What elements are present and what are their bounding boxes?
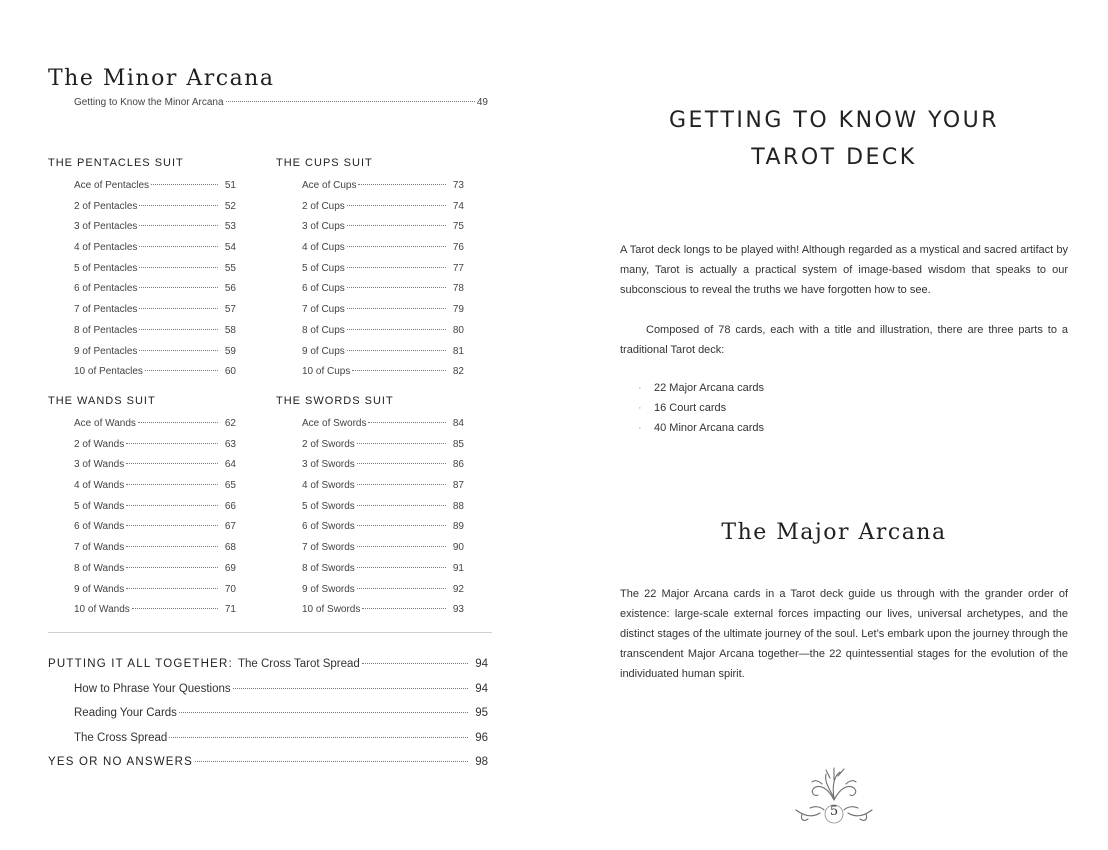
dot-leader	[226, 101, 475, 102]
toc-entry[interactable]	[74, 197, 236, 218]
toc-entry[interactable]	[302, 342, 464, 363]
major-arcana-paragraph: The 22 Major Arcana cards in a Tarot deck guide us through with the grander order of existence: large-scale external forces impacting our lives, universal archetypes, and the distinct stages of the ultimate journey of the soul. Let’s embark upon the journey through the transcendent Major Arcana together—the 22 quintessential stages for the evolution of the individuated human spirit.	[620, 588, 1068, 680]
toc-entry-label: 3 of Cups	[302, 221, 345, 233]
dot-leader	[126, 525, 218, 526]
toc-page-number: 73	[452, 180, 464, 191]
bullet-icon: ·	[638, 382, 642, 394]
toc-page-number: 80	[452, 324, 464, 336]
toc-entry-caps-label: PUTTING IT ALL TOGETHER:	[48, 658, 233, 670]
toc-entry[interactable]	[302, 197, 464, 218]
toc-entry-label: 7 of Pentacles	[74, 304, 138, 316]
dot-leader	[126, 567, 218, 568]
dot-leader	[139, 287, 218, 288]
toc-entry[interactable]	[74, 300, 236, 321]
toc-entry[interactable]	[302, 217, 464, 238]
toc-entry[interactable]	[302, 279, 464, 300]
toc-entry-label: Ace of Wands	[74, 418, 136, 429]
toc-entry[interactable]	[302, 600, 464, 621]
dot-leader	[145, 370, 218, 371]
dot-leader	[139, 225, 218, 226]
toc-page-number: 60	[224, 366, 236, 378]
toc-entry-label: The Cross Tarot Spread	[237, 658, 360, 670]
toc-page-number: 90	[452, 542, 464, 554]
toc-entry-label: 3 of Wands	[74, 459, 125, 471]
dot-leader	[347, 246, 446, 247]
intro-paragraph: A Tarot deck longs to be played with! Although regarded as a mystical and sacred artifact by many, Tarot is actually a practical system of image-based wisdom that speaks to our subconscious to reveal the truths we have forgotten how to see.	[620, 244, 1068, 296]
toc-entry[interactable]	[74, 259, 236, 280]
toc-page-number: 81	[452, 345, 464, 357]
suit-entries	[276, 176, 464, 383]
toc-entry-label: The Cross Spread	[74, 731, 168, 744]
toc-entry[interactable]	[74, 538, 236, 559]
toc-entry[interactable]	[74, 559, 236, 580]
major-arcana-heading: The Major Arcana	[721, 520, 947, 545]
dot-leader	[347, 350, 446, 351]
toc-entry[interactable]	[302, 497, 464, 518]
dot-leader	[139, 267, 218, 268]
dot-leader	[139, 308, 218, 309]
dot-leader	[233, 688, 468, 689]
dot-leader	[347, 287, 446, 288]
suit-heading: THE WANDS SUIT	[48, 395, 156, 407]
cups-suit-list	[276, 154, 464, 383]
toc-page-number: 74	[452, 200, 464, 212]
dot-leader	[132, 608, 218, 609]
toc-entry[interactable]	[302, 414, 464, 435]
dot-leader	[126, 443, 218, 444]
dot-leader	[357, 505, 446, 506]
dot-leader	[138, 422, 218, 423]
list-item-text: 22 Major Arcana cards	[654, 382, 765, 394]
toc-entry[interactable]	[74, 238, 236, 259]
suit-heading: THE SWORDS SUIT	[276, 395, 394, 407]
toc-entry[interactable]	[74, 517, 236, 538]
suit-heading: THE CUPS SUIT	[276, 157, 373, 169]
dot-leader	[139, 329, 218, 330]
toc-entry[interactable]	[302, 321, 464, 342]
chapter-title-line-2: TAROT DECK	[751, 145, 917, 170]
dot-leader	[347, 329, 446, 330]
toc-entry[interactable]	[74, 321, 236, 342]
dot-leader	[151, 184, 218, 185]
toc-page-number: 84	[452, 418, 464, 429]
list-item-text: 16 Court cards	[654, 402, 727, 414]
list-item	[638, 398, 764, 418]
dot-leader	[357, 525, 446, 526]
toc-page-number: 63	[224, 438, 236, 450]
toc-entry-cross-spread[interactable]	[48, 726, 488, 751]
toc-entry[interactable]	[74, 279, 236, 300]
toc-entry[interactable]	[74, 476, 236, 497]
pentacles-suit-list	[48, 154, 236, 383]
toc-entry-label: 8 of Pentacles	[74, 324, 138, 336]
dot-leader	[195, 761, 468, 762]
toc-entry[interactable]	[302, 476, 464, 497]
suit-heading: THE PENTACLES SUIT	[48, 157, 184, 169]
toc-entry[interactable]	[302, 176, 464, 197]
toc-entry-label: 3 of Swords	[302, 459, 355, 471]
chapter-title	[594, 102, 1074, 176]
toc-page-number: 64	[224, 459, 236, 471]
toc-entry[interactable]	[74, 176, 236, 197]
dot-leader	[357, 443, 446, 444]
dot-leader	[357, 546, 446, 547]
toc-page-number: 67	[224, 521, 236, 533]
toc-entry-caps-label: YES OR NO ANSWERS	[48, 756, 194, 768]
toc-page-number: 70	[224, 583, 236, 595]
toc-entry-label: 10 of Pentacles	[74, 366, 143, 378]
toc-entry[interactable]	[302, 580, 464, 601]
toc-entry-label: 7 of Cups	[302, 304, 345, 316]
toc-entry[interactable]	[74, 580, 236, 601]
toc-page-number: 82	[452, 366, 464, 378]
toc-entry[interactable]	[302, 435, 464, 456]
toc-page-number: 57	[224, 304, 236, 316]
toc-entry-label: 2 of Pentacles	[74, 200, 138, 212]
toc-entry-label: 5 of Wands	[74, 500, 125, 512]
toc-page-number: 71	[224, 604, 236, 616]
toc-page-number: 94	[475, 658, 488, 670]
toc-entry-label: Ace of Swords	[302, 418, 367, 429]
toc-page-number: 86	[452, 459, 464, 471]
toc-entry-label: 6 of Wands	[74, 521, 125, 533]
toc-entry-label: 2 of Cups	[302, 200, 345, 212]
dot-leader	[126, 546, 218, 547]
toc-page-number: 91	[452, 562, 464, 574]
toc-page-number: 53	[224, 221, 236, 233]
dot-leader	[352, 370, 446, 371]
toc-entry[interactable]	[74, 414, 236, 435]
toc-entry-yes-no[interactable]	[48, 750, 488, 775]
toc-page-number: 88	[452, 500, 464, 512]
dot-leader	[139, 246, 218, 247]
toc-page-number: 69	[224, 562, 236, 574]
toc-entry-label: 10 of Wands	[74, 604, 130, 616]
toc-page-number: 49	[476, 97, 488, 108]
toc-entry-phrase-questions[interactable]	[48, 677, 488, 702]
toc-entry-label: Getting to Know the Minor Arcana	[74, 97, 224, 108]
toc-page-number: 55	[224, 262, 236, 274]
page-number: 5	[829, 804, 839, 819]
toc-entry[interactable]	[74, 435, 236, 456]
toc-entry[interactable]	[302, 300, 464, 321]
toc-page-number: 87	[452, 480, 464, 492]
chapter-title-line-1: GETTING TO KNOW YOUR	[668, 108, 1000, 133]
toc-entry-label: 7 of Wands	[74, 542, 125, 554]
toc-entry-label: 5 of Swords	[302, 500, 355, 512]
toc-page-number: 62	[224, 418, 236, 429]
toc-entry[interactable]	[74, 217, 236, 238]
toc-page-number: 92	[452, 583, 464, 595]
toc-entry-label: 6 of Cups	[302, 283, 345, 295]
dot-leader	[126, 484, 218, 485]
dot-leader	[139, 205, 218, 206]
toc-page-number: 56	[224, 283, 236, 295]
toc-entry-label: 4 of Pentacles	[74, 242, 138, 254]
dot-leader	[357, 484, 446, 485]
dot-leader	[358, 184, 446, 185]
bullet-icon: ·	[638, 422, 642, 434]
toc-entry-putting-together[interactable]	[48, 652, 488, 677]
dot-leader	[357, 567, 446, 568]
toc-page-number: 66	[224, 500, 236, 512]
composition-paragraph: Composed of 78 cards, each with a title and illustration, there are three parts to a traditional Tarot deck:	[620, 324, 1068, 356]
toc-entry[interactable]	[302, 538, 464, 559]
toc-entry-label: 4 of Swords	[302, 480, 355, 492]
dot-leader	[357, 463, 446, 464]
toc-entry-label: 8 of Swords	[302, 562, 355, 574]
toc-entry[interactable]	[302, 238, 464, 259]
right-page	[554, 0, 1108, 850]
toc-entry-intro[interactable]	[74, 97, 488, 108]
swords-suit-list	[276, 392, 464, 621]
suit-entries	[276, 414, 464, 621]
bullet-icon: ·	[638, 402, 642, 414]
dot-leader	[126, 463, 218, 464]
toc-entry-label: 6 of Pentacles	[74, 283, 138, 295]
dot-leader	[347, 308, 446, 309]
toc-page-number: 52	[224, 200, 236, 212]
toc-entry[interactable]	[302, 362, 464, 383]
toc-entry-label: 6 of Swords	[302, 521, 355, 533]
toc-page-number: 85	[452, 438, 464, 450]
suit-entries	[48, 414, 236, 621]
toc-page-number: 51	[224, 180, 236, 191]
dot-leader	[362, 663, 468, 664]
flourish-ornament-icon	[784, 766, 884, 830]
toc-entry[interactable]	[302, 559, 464, 580]
toc-entry-label: Ace of Pentacles	[74, 180, 150, 191]
toc-entry[interactable]	[74, 497, 236, 518]
dot-leader	[368, 422, 446, 423]
toc-page-number: 65	[224, 480, 236, 492]
list-item	[638, 378, 764, 398]
toc-page-number: 98	[475, 756, 488, 768]
toc-page-number: 93	[452, 604, 464, 616]
list-item	[638, 418, 764, 438]
toc-entry-reading-cards[interactable]	[48, 701, 488, 726]
toc-entry-label: 9 of Wands	[74, 583, 125, 595]
list-item-text: 40 Minor Arcana cards	[654, 422, 765, 434]
section-divider	[48, 632, 492, 633]
toc-page-number: 54	[224, 242, 236, 254]
suit-entries	[48, 176, 236, 383]
toc-page-number: 95	[475, 707, 488, 719]
toc-entry-label: 5 of Cups	[302, 262, 345, 274]
toc-entry[interactable]	[302, 259, 464, 280]
toc-entry-label: 8 of Cups	[302, 324, 345, 336]
toc-entry[interactable]	[302, 517, 464, 538]
toc-entry[interactable]	[74, 600, 236, 621]
deck-parts-list	[638, 378, 764, 438]
minor-arcana-heading: The Minor Arcana	[48, 66, 275, 91]
toc-page-number: 75	[452, 221, 464, 233]
toc-entry-label: 3 of Pentacles	[74, 221, 138, 233]
toc-page-number: 77	[452, 262, 464, 274]
toc-entry[interactable]	[302, 455, 464, 476]
dot-leader	[169, 737, 468, 738]
toc-entry-label: 9 of Pentacles	[74, 345, 138, 357]
dot-leader	[362, 608, 446, 609]
toc-entry[interactable]	[74, 455, 236, 476]
dot-leader	[347, 225, 446, 226]
toc-entry-label: 7 of Swords	[302, 542, 355, 554]
dot-leader	[179, 712, 468, 713]
toc-entry-label: Ace of Cups	[302, 180, 357, 191]
toc-page-number: 59	[224, 345, 236, 357]
toc-entry[interactable]	[74, 362, 236, 383]
wands-suit-list	[48, 392, 236, 621]
toc-page-number: 58	[224, 324, 236, 336]
dot-leader	[126, 505, 218, 506]
toc-entry-label: 4 of Wands	[74, 480, 125, 492]
toc-page-number: 76	[452, 242, 464, 254]
dot-leader	[347, 205, 446, 206]
toc-page-number: 96	[475, 731, 488, 744]
toc-entry-label: 9 of Cups	[302, 345, 345, 357]
dot-leader	[126, 588, 218, 589]
toc-page-number: 78	[452, 283, 464, 295]
toc-entry-label: 8 of Wands	[74, 562, 125, 574]
toc-page-number: 89	[452, 521, 464, 533]
toc-entry-label: How to Phrase Your Questions	[74, 682, 231, 695]
toc-entry[interactable]	[74, 342, 236, 363]
toc-page-number: 68	[224, 542, 236, 554]
toc-entry-label: 2 of Wands	[74, 438, 125, 450]
toc-page-number: 94	[475, 682, 488, 695]
toc-entry-label: 10 of Cups	[302, 366, 351, 378]
dot-leader	[347, 267, 446, 268]
toc-entry-label: 9 of Swords	[302, 583, 355, 595]
toc-entry-label: 5 of Pentacles	[74, 262, 138, 274]
toc-page-number: 79	[452, 304, 464, 316]
toc-entry-label: Reading Your Cards	[74, 707, 177, 719]
dot-leader	[357, 588, 446, 589]
toc-entry-label: 4 of Cups	[302, 242, 345, 254]
dot-leader	[139, 350, 218, 351]
toc-entry-label: 10 of Swords	[302, 604, 361, 616]
back-matter-toc	[48, 652, 488, 775]
toc-entry-label: 2 of Swords	[302, 438, 355, 450]
page-folio	[784, 766, 884, 830]
